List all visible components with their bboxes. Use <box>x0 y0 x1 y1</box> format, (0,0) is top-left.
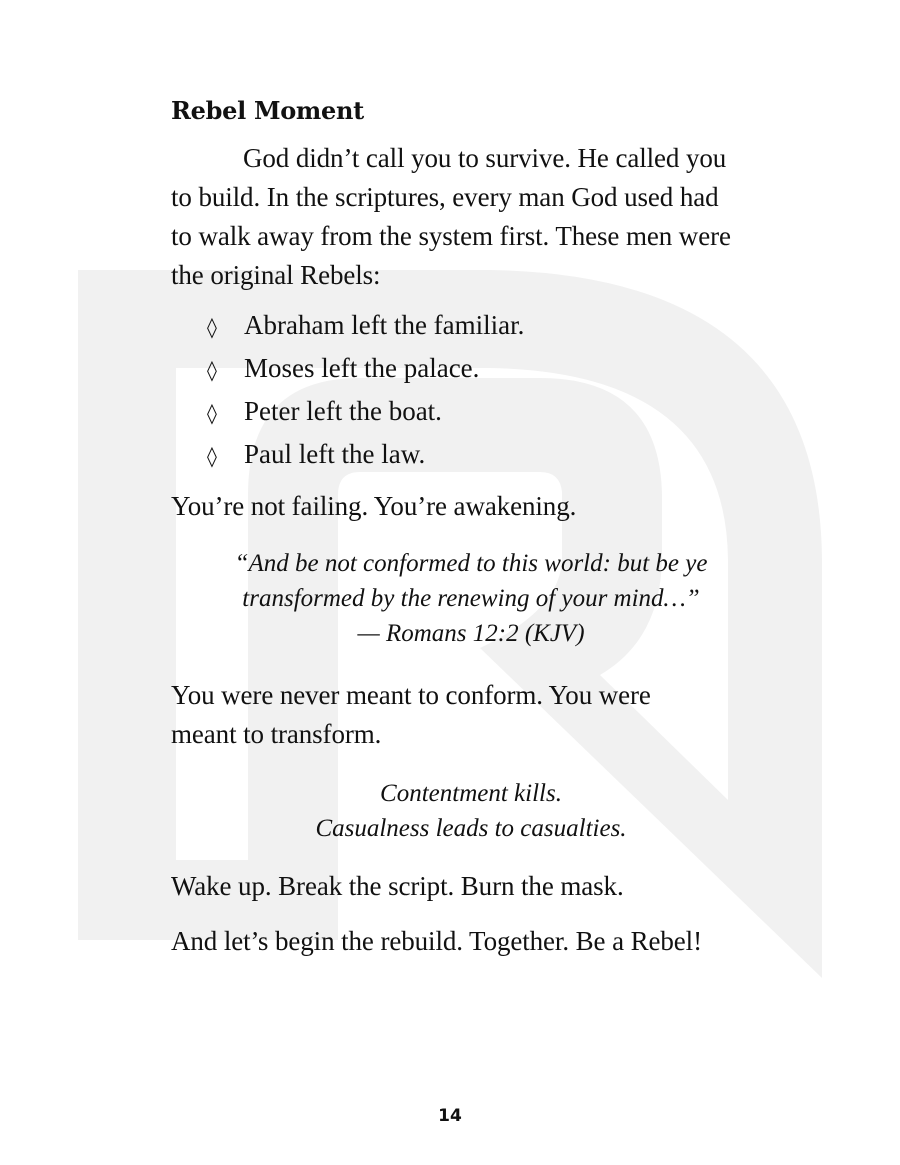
intro-paragraph <box>171 139 736 295</box>
page-content <box>171 94 771 961</box>
intro-line: you to build. In the scriptures, every man God <box>171 143 727 212</box>
diamond-outline-icon: ◊ <box>207 315 217 339</box>
intro-line: used had to walk away from the system first. <box>171 182 719 251</box>
list-item-text: Abraham left the familiar. <box>244 310 525 340</box>
closing-line: And let’s begin the rebuild. Together. Be a Rebel! <box>171 926 702 956</box>
list-item-text: Moses left the palace. <box>244 353 480 383</box>
paragraph-line: meant to transform. <box>171 719 382 749</box>
intro-line: God didn’t call you to survive. He called <box>243 143 680 173</box>
wake-up-line: Wake up. Break the script. Burn the mask. <box>171 871 624 901</box>
diamond-outline-icon: ◊ <box>207 444 217 468</box>
diamond-outline-icon: ◊ <box>207 358 217 382</box>
diamond-outline-icon: ◊ <box>207 401 217 425</box>
list-item <box>171 305 771 348</box>
scripture-quote <box>171 546 771 651</box>
awakening-line: You’re not failing. You’re awakening. <box>171 491 577 521</box>
motto-line: Casualness leads to casualties. <box>315 815 627 842</box>
conform-paragraph <box>171 676 771 754</box>
paragraph-line: You were never meant to conform. You were <box>171 680 651 710</box>
page-number: 14 <box>438 1106 462 1126</box>
quote-line: “And be not conformed to this world: but be ye <box>234 550 708 577</box>
list-item <box>171 434 771 477</box>
motto-line: Contentment kills. <box>380 780 562 807</box>
quote-citation: — Romans 12:2 (KJV) <box>357 620 585 647</box>
list-item <box>171 348 771 391</box>
list-item <box>171 391 771 434</box>
section-heading: Rebel Moment <box>171 96 364 125</box>
motto <box>171 776 771 846</box>
quote-line: transformed by the renewing of your mind…” <box>242 585 700 612</box>
intro-line: These men were the original Rebels: <box>171 221 731 290</box>
list-item-text: Paul left the law. <box>244 439 426 469</box>
list-item-text: Peter left the boat. <box>244 396 442 426</box>
rebels-list <box>171 305 771 477</box>
